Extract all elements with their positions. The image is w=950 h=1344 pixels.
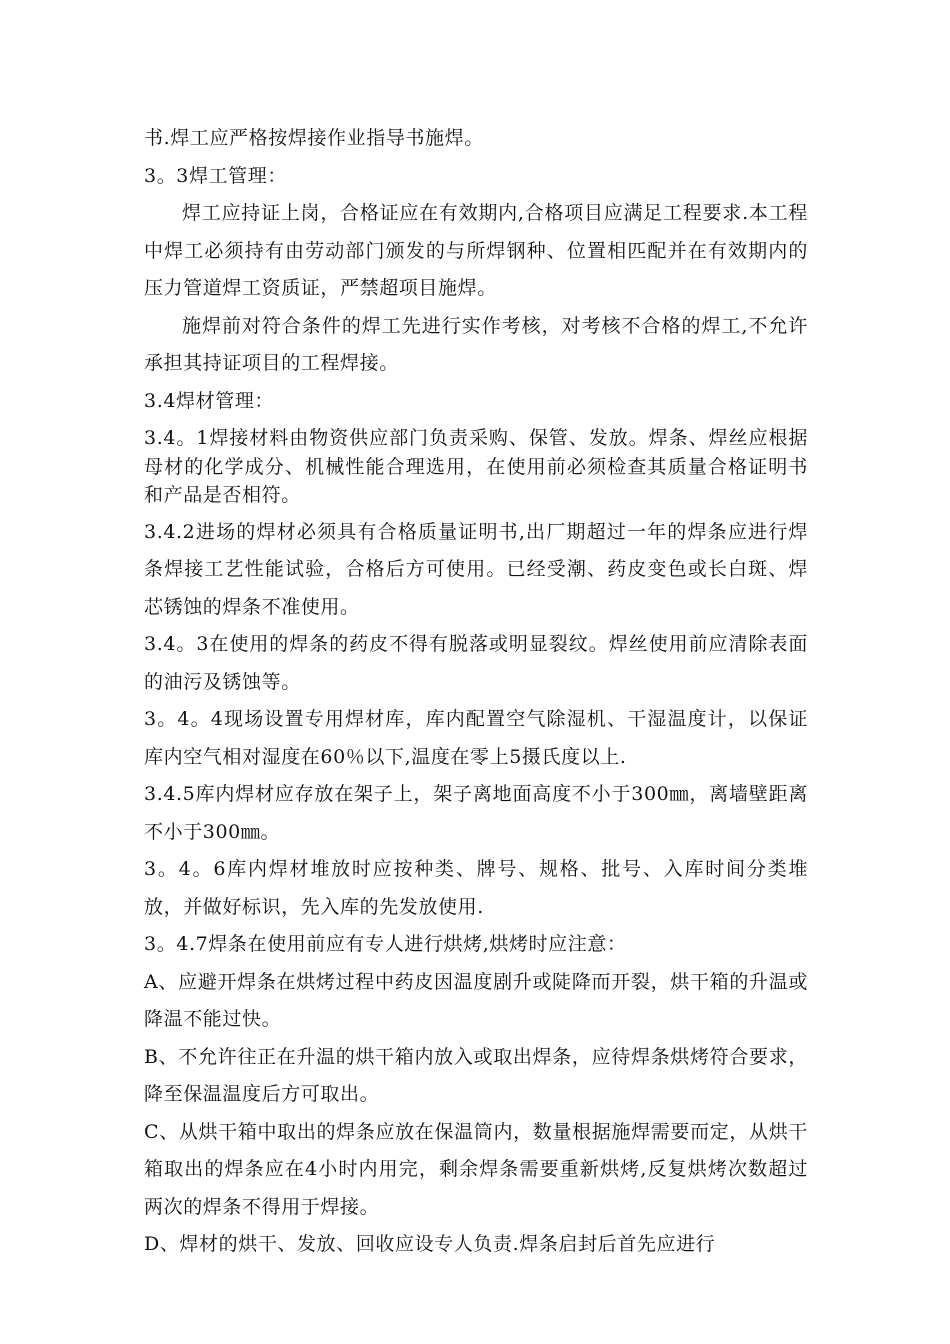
- paragraph-3-4-5: 3.4.5库内焊材应存放在架子上，架子离地面高度不小于300㎜，离墙壁距离不小于300㎜。: [144, 783, 808, 843]
- paragraph-3-4-3: 3.4。3在使用的焊条的药皮不得有脱落或明显裂纹。焊丝使用前应清除表面的油污及锈蚀等。: [144, 633, 808, 693]
- paragraph-3: 焊工应持证上岗，合格证应在有效期内,合格项目应满足工程要求.本工程中焊工必须持有由劳动部门颁发的与所焊钢种、位置相匹配并在有效期内的压力管道焊工资质证，严禁超项目施焊。: [144, 202, 808, 299]
- list-item-b: B、不允许往正在升温的烘干箱内放入或取出焊条，应待焊条烘烤符合要求，降至保温温度后方可取出。: [144, 1045, 808, 1105]
- paragraph-3-4-2: 3.4.2进场的焊材必须具有合格质量证明书,出厂期超过一年的焊条应进行焊条焊接工艺性能试验，合格后方可使用。已经受潮、药皮变色或长白斑、焊芯锈蚀的焊条不准使用。: [144, 520, 808, 618]
- list-item-a: A、应避开焊条在烘烤过程中药皮因温度剧升或陡降而开裂，烘干箱的升温或降温不能过快。: [144, 970, 808, 1030]
- paragraph-4: 施焊前对符合条件的焊工先进行实作考核，对考核不合格的焊工,不允许承担其持证项目的工程焊接。: [144, 314, 808, 374]
- paragraph-1: 书.焊工应严格按焊接作业指导书施焊。: [144, 127, 484, 149]
- paragraph-3-4-7: 3。4.7焊条在使用前应有专人进行烘烤,烘烤时应注意：: [144, 933, 627, 955]
- list-item-c: C、从烘干箱中取出的焊条应放在保温筒内，数量根据施焊需要而定，从烘干箱取出的焊条应在4小时内用完，剩余焊条需要重新烘烤,反复烘烤次数超过两次的焊条不得用于焊接。: [144, 1120, 808, 1218]
- list-item-d: D、焊材的烘干、发放、回收应设专人负责.焊条启封后首先应进行: [144, 1233, 716, 1255]
- paragraph-3-4-6: 3。4。6库内焊材堆放时应按种类、牌号、规格、批号、入库时间分类堆放，并做好标识，先入库的先发放使用.: [144, 858, 808, 918]
- paragraph-3-4-4: 3。4。4现场设置专用焊材库，库内配置空气除湿机、干湿温度计，以保证库内空气相对湿度在60％以下,温度在零上5摄氏度以上.: [144, 708, 808, 768]
- paragraph-3-4-1: 3.4。1焊接材料由物资供应部门负责采购、保管、发放。焊条、焊丝应根据母材的化学成分、机械性能合理选用，在使用前必须检查其质量合格证明书和产品是否相符。: [144, 427, 808, 506]
- section-heading-3-4: 3.4焊材管理：: [144, 389, 275, 412]
- document-body: [144, 120, 808, 1264]
- section-heading-3-3: 3。3焊工管理：: [144, 164, 287, 187]
